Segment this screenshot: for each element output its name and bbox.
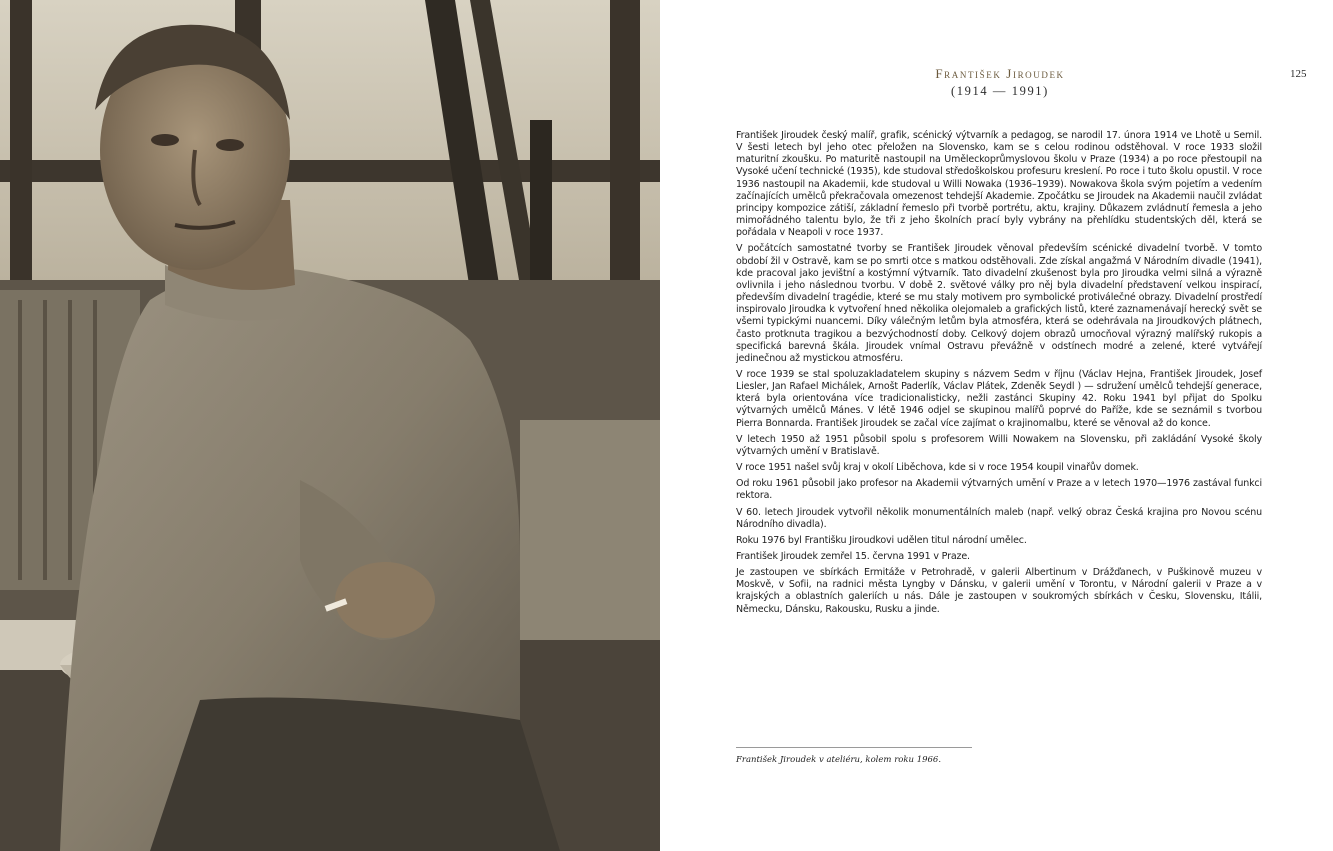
paragraph: Od roku 1961 působil jako profesor na Akademii výtvarných umění v Praze a v letech 1970—1976 zastával funkci rektora.	[736, 478, 1262, 502]
page-number: 125	[1290, 68, 1307, 80]
chapter-heading	[860, 66, 1140, 100]
photo-caption: František Jiroudek v ateliéru, kolem roku 1966.	[736, 755, 942, 765]
artist-name: František Jiroudek	[935, 66, 1065, 81]
biography-text	[736, 130, 1262, 620]
text-page	[660, 0, 1333, 851]
paragraph: František Jiroudek český malíř, grafik, scénický výtvarník a pedagog, se narodil 17. února 1914 ve Lhotě u Semil. V šesti letech byl jeho otec přeložen na Slovensko, kam se s celou rodinou odstěhoval. V roce 1933 složil maturitní zkoušku. Po maturitě nastoupil na Uměleckoprůmyslovou školu v Praze (1934) a po roce přestoupil na Vysoké učení technické (1935), kde studoval středoškolskou profesuru kreslení. Po roce i tuto školu opustil. V roce 1936 nastoupil na Akademii, kde studoval u Willi Nowaka (1936–1939). Nowakova škola svým pojetím a vedením začínajících umělců překračovala omezenost tehdejší Akademie. Zpočátku se Jiroudek na Akademii naučil zvládat principy kompozice zátiší, základní řemeslo při tvorbě portrétu, aktu, krajiny. Důkazem zvládnutí řemesla a jeho mimořádného talentu bylo, že tři z jeho školních prací byly vybrány na přehlídku studentských děl, která se pořádala v Neapoli v roce 1937.	[736, 130, 1262, 239]
paragraph: V roce 1939 se stal spoluzakladatelem skupiny s názvem Sedm v říjnu (Václav Hejna, František Jiroudek, Josef Liesler, Jan Rafael Michálek, Arnošt Paderlík, Václav Plátek, Zdeněk Seydl ) — sdružení umělců tehdejší generace, která byla orientována více tradicionalisticky, nežli zastánci Skupiny 42. Roku 1941 byl přijat do Spolku výtvarných umělců Mánes. V létě 1946 odjel se skupinou malířů poprvé do Paříže, kde se seznámil s tvorbou Pierra Bonnarda. František Jiroudek se začal více zajímat o krajinomalbu, které se věnoval až do konce.	[736, 368, 1262, 429]
artist-years: (1914 — 1991)	[951, 84, 1049, 98]
paragraph: V roce 1951 našel svůj kraj v okolí Liběchova, kde si v roce 1954 koupil vinařův domek.	[736, 462, 1139, 474]
paragraph: František Jiroudek zemřel 15. června 1991 v Praze.	[736, 551, 970, 562]
paragraph: Roku 1976 byl Františku Jiroudkovi udělen titul národní umělec.	[736, 534, 1027, 546]
paragraph: V letech 1950 až 1951 působil spolu s profesorem Willi Nowakem na Slovensku, při zakládání Vysoké školy výtvarných umění v Bratislavě.	[736, 433, 1262, 457]
photo-illustration	[0, 0, 660, 851]
caption-divider	[736, 747, 972, 748]
portrait-photo	[0, 0, 660, 851]
paragraph: V počátcích samostatné tvorby se František Jiroudek věnoval především scénické divadelní tvorbě. V tomto období žil v Ostravě, kam se po smrti otce s matkou odstěhovali. Zde získal angažmá V Národním divadle (1941), kde pracoval jako jevištní a kostýmní výtvarník. Tato divadelní zkušenost byla pro Jiroudka velmi silná a výrazně ovlivnila i jeho následnou tvorbu. V době 2. světové války pro něj byla divadelní představení velkou inspirací, především divadelní tragédie, které se mu staly motivem pro symbolické protiválečné obrazy. Divadelní prostředí inspirovalo Jiroudka k vytvoření hned několika olejomaleb a grafických listů, které zaznamenávají herecký svět se všemi typickými nuancemi. Díky válečným letům byla atmosféra, která se odehrávala na Jiroudkových plátnech, často protknuta tragikou a bezvýchodností doby. Celkový dojem obrazů umocňoval výrazný malířský rukopis a specifická barevná škála. Jiroudek vnímal Ostravu převážně v odstínech modré a zelené, které vytvářejí jedinečnou až mystickou atmosféru.	[736, 243, 1262, 364]
paragraph: Je zastoupen ve sbírkách Ermitáže v Petrohradě, v galerii Albertinum v Drážďanech, v Puškinově muzeu v Moskvě, v Sofii, na radnici města Lyngby v Dánsku, v galerii umění v Torontu, v Národní galerii v Praze a v krajských a oblastních galeriích u nás. Dále je zastoupen v soukromých sbírkách v Česku, Slovensku, Itálii, Německu, Dánsku, Rakousku, Rusku a jinde.	[736, 567, 1262, 615]
paragraph: V 60. letech Jiroudek vytvořil několik monumentálních maleb (např. velký obraz Česká krajina pro Novou scénu Národního divadla).	[736, 506, 1262, 530]
